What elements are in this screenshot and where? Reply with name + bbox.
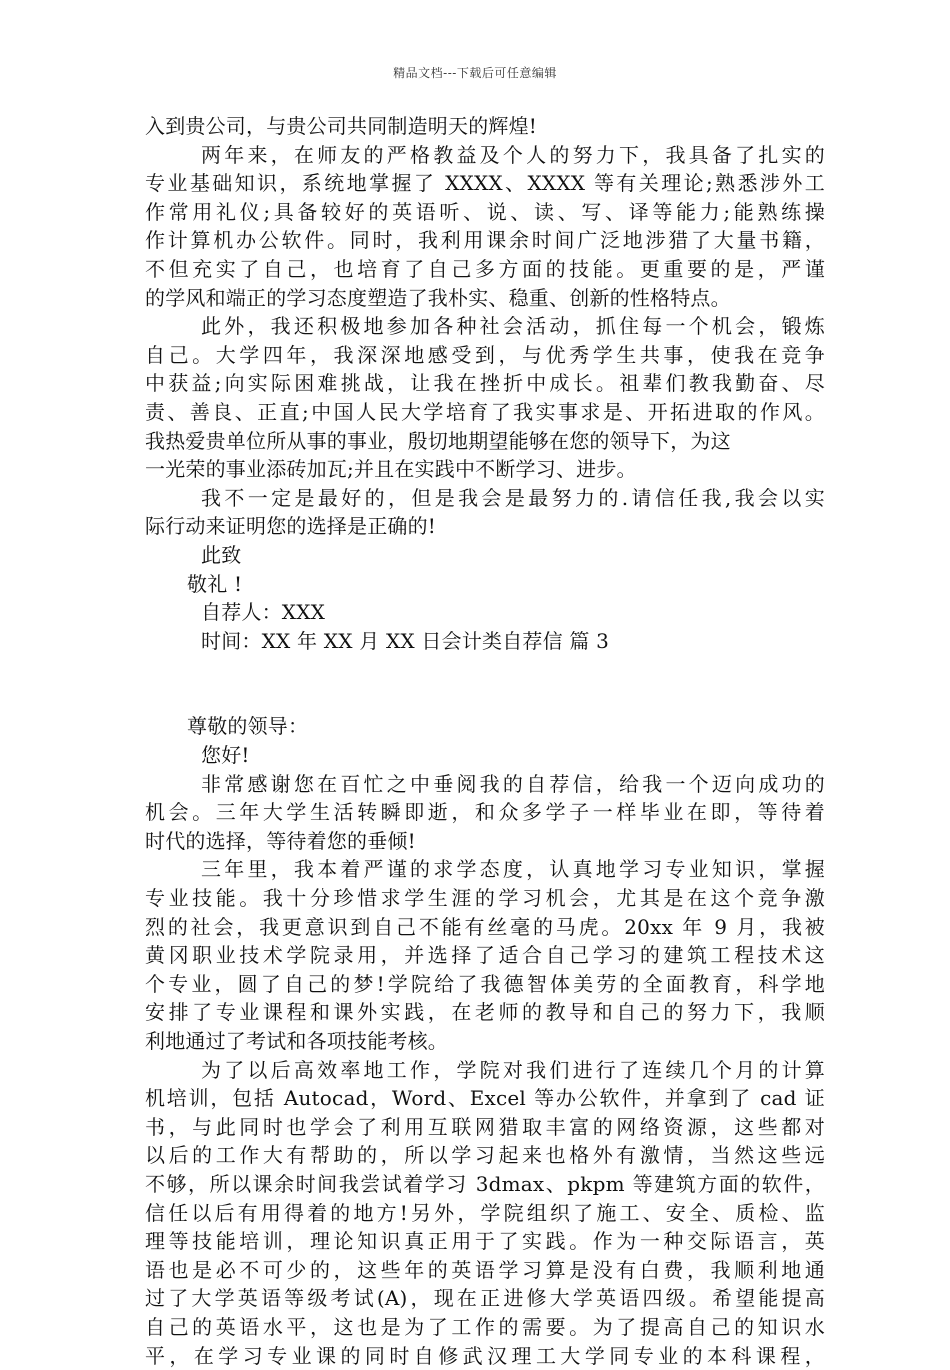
text-line: 非常感谢您在百忙之中垂阅我的自荐信，给我一个迈向成功的 xyxy=(201,771,825,796)
text-line: 理等技能培训，理论知识真正用于了实践。作为一种交际语言，英 xyxy=(145,1229,825,1254)
text-line: 此致 xyxy=(201,542,242,567)
text-line: 过了大学英语等级考试(A)，现在正进修大学英语四级。希望能提高 xyxy=(145,1286,825,1311)
text-line: 时间：XX 年 XX 月 XX 日会计类自荐信 篇 3 xyxy=(201,628,610,653)
text-line: 的学风和端正的学习态度塑造了我朴实、稳重、创新的性格特点。 xyxy=(145,285,731,310)
text-line: 中获益;向实际困难挑战，让我在挫折中成长。祖辈们教我勤奋、尽 xyxy=(145,371,825,396)
text-line: 为了以后高效率地工作，学院对我们进行了连续几个月的计算 xyxy=(201,1057,825,1082)
text-line: 自荐人：XXX xyxy=(201,600,326,625)
text-line: 不但充实了自己，也培育了自己多方面的技能。更重要的是，严谨 xyxy=(145,256,825,281)
text-line: 黄冈职业技术学院录用，并选择了适合自己学习的建筑工程技术这 xyxy=(145,943,825,968)
text-line: 个专业，圆了自己的梦!学院给了我德智体美劳的全面教育，科学地 xyxy=(145,971,825,996)
text-line: 专业基础知识，系统地掌握了 XXXX、XXXX 等有关理论;熟悉涉外工 xyxy=(145,171,825,196)
text-line: 信任以后有用得着的地方!另外，学院组织了施工、安全、质检、监 xyxy=(145,1200,825,1225)
text-line: 入到贵公司，与贵公司共同制造明天的辉煌! xyxy=(145,114,538,138)
blank-line xyxy=(145,655,825,684)
page-header: 精品文档---下载后可任意编辑 xyxy=(393,66,557,80)
text-line: 责、善良、正直;中国人民大学培育了我实事求是、开拓进取的作风。 xyxy=(145,399,825,424)
text-line: 机会。三年大学生活转瞬即逝，和众多学子一样毕业在即，等待着 xyxy=(145,800,825,825)
text-line: 自己的英语水平，这也是为了工作的需要。为了提高自己的知识水 xyxy=(145,1314,825,1339)
text-line: 机培训，包括 Autocad，Word、Excel 等办公软件，并拿到了 cad 证 xyxy=(145,1086,825,1111)
text-line: 烈的社会，我更意识到自己不能有丝毫的马虎。20xx 年 9 月，我被 xyxy=(145,914,825,939)
text-line: 敬礼 ! xyxy=(187,571,243,596)
text-line: 安排了专业课程和课外实践，在老师的教导和自己的努力下，我顺 xyxy=(145,1000,825,1025)
text-line: 专业技能。我十分珍惜求学生涯的学习机会，尤其是在这个竞争激 xyxy=(145,886,825,911)
text-line: 我热爱贵单位所从事的事业，殷切地期望能够在您的领导下，为这 xyxy=(145,428,731,453)
text-line: 利地通过了考试和各项技能考核。 xyxy=(145,1029,448,1053)
text-line: 一光荣的事业添砖加瓦;并且在实践中不断学习、进步。 xyxy=(145,457,637,482)
text-line: 尊敬的领导： xyxy=(187,714,309,739)
text-line: 我不一定是最好的，但是我会是最努力的.请信任我,我会以实 xyxy=(201,485,825,510)
text-line: 作常用礼仪;具备较好的英语听、说、读、写、译等能力;能熟练操 xyxy=(145,199,825,224)
text-line: 际行动来证明您的选择是正确的! xyxy=(145,514,437,539)
text-line: 此外，我还积极地参加各种社会活动，抓住每一个机会，锻炼 xyxy=(201,314,825,339)
text-line: 两年来，在师友的严格教益及个人的努力下，我具备了扎实的 xyxy=(201,142,825,167)
text-line: 以后的工作大有帮助的，所以学习起来也格外有激情，当然这些远 xyxy=(145,1143,825,1168)
text-line: 平，在学习专业课的同时自修武汉理工大学同专业的本科课程， xyxy=(145,1343,825,1368)
document-body xyxy=(145,112,825,1370)
text-line: 不够，所以课余时间我尝试着学习 3dmax、pkpm 等建筑方面的软件， xyxy=(145,1171,825,1196)
text-line: 语也是必不可少的，这些年的英语学习算是没有白费，我顺利地通 xyxy=(145,1257,825,1282)
text-line: 时代的选择，等待着您的垂倾! xyxy=(145,828,416,853)
text-line: 自己。大学四年，我深深地感受到，与优秀学生共事，使我在竞争 xyxy=(145,342,825,367)
text-line: 书，与此同时也学会了利用互联网猎取丰富的网络资源，这些都对 xyxy=(145,1114,825,1139)
blank-line xyxy=(145,684,825,713)
text-line: 您好! xyxy=(201,743,250,768)
text-line: 三年里，我本着严谨的求学态度，认真地学习专业知识，掌握 xyxy=(201,857,825,882)
text-line: 作计算机办公软件。同时，我利用课余时间广泛地涉猎了大量书籍， xyxy=(145,228,825,253)
